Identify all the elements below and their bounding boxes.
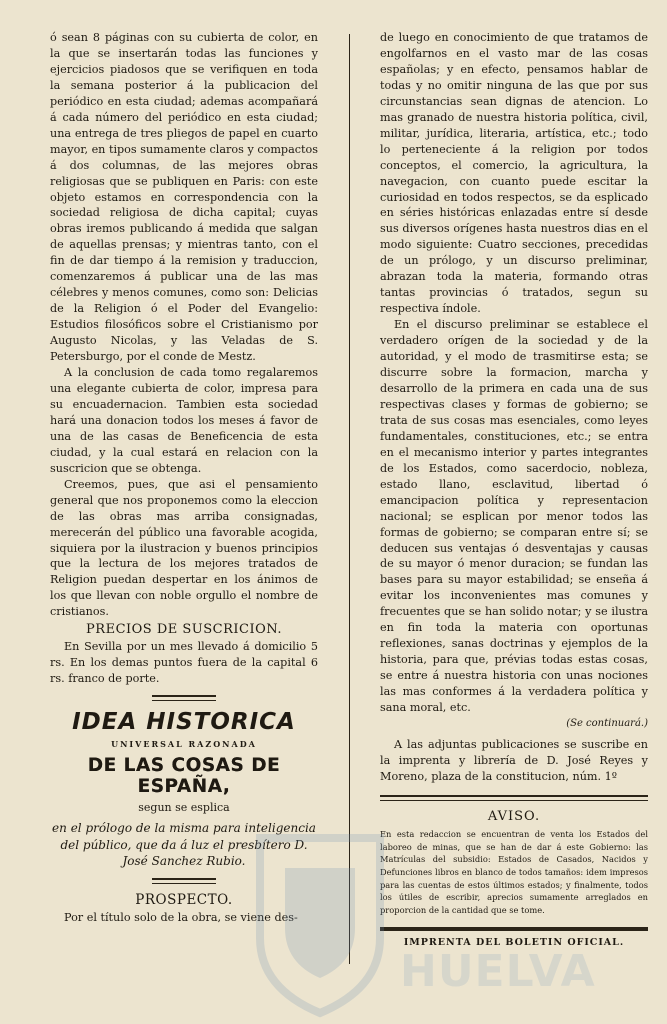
universal-subtitle: UNIVERSAL RAZONADA — [111, 739, 257, 750]
se-continuara: (Se continuará.) — [566, 717, 648, 729]
prospecto-text: Por el título solo de la obra, se viene des- — [64, 910, 298, 924]
segun-line: segun se esplica — [138, 801, 230, 815]
aviso-rule — [380, 795, 648, 801]
shield-icon — [245, 828, 395, 1018]
watermark — [245, 828, 667, 1024]
left-paragraph-2: A la conclusion de cada tomo regalaremos una elegante cubierta de color, impresa para su encuadernacion. Tambien esta sociedad hará una donacion todos los meses á favor de una de las casas de Beneficencia de esta ciudad, y la cual estará en relacion con la suscricion que se obtenga. — [50, 366, 318, 475]
left-column — [50, 30, 318, 926]
prospecto-heading: PROSPECTO. — [135, 891, 233, 908]
section-rule — [152, 695, 216, 701]
watermark-text: HUELVA — [400, 946, 596, 997]
section-rule-2 — [152, 878, 216, 884]
cosas-espana-title: DE LAS COSAS DE ESPAÑA, — [87, 755, 281, 798]
left-paragraph-3: Creemos, pues, que asi el pensamiento general que nos proponemos como la eleccion de las obras mas arriba consignadas, merecerán del público una favorable acogida, siquiera por la ilustracion y buenos principios que la lectura de los mejores tratados de Religion puedan despertar en los ánimos de los que llevan con noble orgullo el nombre de cristianos. — [50, 477, 318, 619]
aviso-text: En esta redaccion se encuentran de venta los Estados del laboreo de minas, que se han de dar á este Gobierno: las Matrículas del subsidio: Estados de Casados, Nacidos y Defunciones libros en blanco de todos tamaños: idem impresos para las cuentas de estos últimos estados; y finalmente, todos los útiles de escribir, aprecios sumamente arreglados en proporcion de la cantidad que se tome. — [380, 828, 648, 916]
prologo-italic: en el prólogo de la misma para inteligencia del público, que da á luz el presbítero D. José Sanchez Rubio. — [52, 821, 316, 869]
left-paragraph-1: ó sean 8 páginas con su cubierta de color, en la que se insertarán todas las funciones y ejercicios piadosos que se verifiquen en toda la semana posterior á la publicacion del periódico en esta ciudad; ademas acompañará á cada número del periódico en esta ciudad; una entrega de tres pliegos de papel en cuarto mayor, en tipos sumamente claros y compactos á dos columnas, de las mejores obras religiosas que se publiquen en Paris: con este objeto estamos en correspondencia con la sociedad religiosa de dicha capital; cuyas obras iremos publicando á medida que salgan de aquellas prensas; y mientras tanto, con el fin de dar tiempo á la remision y traduccion, comenzaremos á publicar una de las mas célebres y menos comunes, como son: Delicias de la Religion ó el Poder del Evangelio: Estudios filosóficos sobre el Cristianismo por Augusto Nicolas, y las Veladas de S. Petersburgo, por el conde de Mestz. — [50, 31, 318, 364]
precios-text: En Sevilla por un mes llevado á domicilio 5 rs. En los demas puntos fuera de la capital 6 rs. franco de porte. — [50, 640, 318, 686]
idea-historica-title: IDEA HISTORICA — [72, 709, 296, 736]
right-paragraph-1: de luego en conocimiento de que tratamos de engolfarnos en el vasto mar de las cosas españolas; y en efecto, pensamos hablar de todas y no omitir ninguna de las que por sus circunstancias sean dignas de atencion. Lo mas granado de nuestra historia política, civil, militar, jurídica, literaria, artística, etc.; todo lo perteneciente á la religion por todos conceptos, el comercio, la agricultura, la navegacion, con cuanto puede escitar la curiosidad en todos respectos, se da esplicado en séries históricas enlazadas entre sí desde sus diversos orígenes hasta nuestros dias en el modo siguiente: Cuatro secciones, precedidas de un prólogo, y un discurso preliminar, abrazan toda la materia, formando otras tantas provincias ó tratados, segun su respectiva índole. — [380, 31, 648, 316]
right-paragraph-3: A las adjuntas publicaciones se suscribe en la imprenta y librería de D. José Reyes y Moreno, plaza de la constitucion, núm. 1º — [380, 737, 648, 783]
aviso-heading: AVISO. — [487, 808, 541, 824]
imprenta-footer: IMPRENTA DEL BOLETIN OFICIAL. — [403, 936, 625, 948]
column-divider — [349, 34, 350, 964]
right-column — [380, 30, 648, 948]
precios-heading: PRECIOS DE SUSCRICION. — [86, 622, 282, 638]
right-paragraph-2: En el discurso preliminar se establece el verdadero orígen de la sociedad y de la autoridad, y el modo de trasmitirse esta; se discurre sobre la formacion, marcha y desarrollo de la primera en cada una de sus respectivas clases y formas de gobierno; se trata de sus cosas mas esenciales, como leyes fundamentales, constituciones, etc.; se entra en el mecanismo interior y partes integrantes de los Estados, como sacerdocio, nobleza, estado llano, esclavitud, libertad ó emancipacion política y representacion nacional; se esplican por menor todos las formas de gobierno; se comparan entre sí; se deducen sus ventajas ó desventajas y causas de su mayor ó menor duracion; se fundan las bases para su mayor estabilidad; se enseña á evitar los inconvenientes mas comunes y frecuentes que se han solido notar; y se ilustra en fin toda la materia con oportunas reflexiones, sanas doctrinas y ejemplos de la historia, para que, prévias todas estas cosas, se entre á nuestra historia con unas nociones las mas conformes á la verdadera política y sana moral, etc. — [380, 318, 648, 715]
